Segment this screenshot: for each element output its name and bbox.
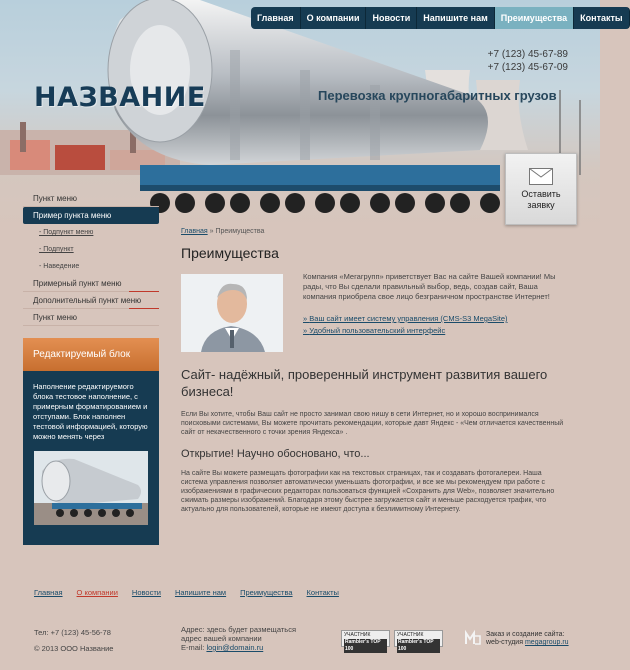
footer-contacts [34, 625, 113, 657]
counter-2-top: УЧАСТНИК [397, 632, 424, 638]
footer-nav-write-us[interactable]: Напишите нам [174, 588, 227, 597]
cms-link[interactable]: » Ваш сайт имеет систему управления (CMS-S3 MegaSite) [303, 314, 508, 323]
editable-block [23, 338, 159, 545]
order-button-line2: заявку [527, 200, 555, 210]
sidebar-subitem-2[interactable]: - Подпункт [39, 246, 74, 253]
breadcrumb-home[interactable]: Главная [181, 228, 208, 235]
nav-home[interactable]: Главная [251, 7, 301, 29]
footer-made-by [486, 631, 569, 647]
megagroup-link[interactable]: megagroup.ru [524, 639, 569, 646]
footer-email-link[interactable]: login@domain.ru [206, 643, 264, 652]
header-phones [480, 48, 568, 74]
sidebar-item-3[interactable] [23, 275, 159, 292]
sidebar-item-3-label: Примерный пункт меню [33, 279, 122, 288]
footer-phone: Тел: +7 (123) 45-56-78 [34, 628, 111, 637]
nav-advantages[interactable]: Преимущества [495, 7, 574, 29]
counter-1-top: УЧАСТНИК [344, 632, 371, 638]
counter-1-brand: Rambler's TOP 100 [344, 639, 387, 653]
sidebar-menu [23, 190, 159, 326]
sidebar-subitem-1[interactable]: - Подпункт меню [39, 229, 94, 236]
sidebar-item-1[interactable]: Пункт меню [23, 190, 159, 207]
nav-write-us[interactable]: Напишите нам [417, 7, 495, 29]
footer-copyright: © 2013 ООО Название [34, 644, 114, 653]
made-by-line2: web-студия [486, 639, 524, 646]
nav-about[interactable]: О компании [301, 7, 367, 29]
paragraph-2: На сайте Вы можете размещать фотографии как на текстовых страницах, так и создавать фотогалереи. Наша система управления позволяет автоматически уменьшать фотографии, и все же мы рекомендуем при работе с изображениями в графических редакторах пользоваться функцией «Сохранить для Web», позволяет значительно сжимать размеры изображений. Благодаря этому быстрее загружается сайт и меньше расходуется трафик, что актуально для пользователей, которые не имеют доступа к безлимитному Интернету. [181, 470, 555, 513]
rambler-counter-1[interactable] [341, 630, 390, 652]
sidebar-item-4[interactable] [23, 292, 159, 309]
sidebar-subitem-3[interactable]: - Наведение [39, 263, 80, 270]
sidebar-item-4-label: Дополнительный пункт меню [33, 296, 142, 305]
megagroup-logo-icon [465, 630, 481, 646]
footer-nav [34, 588, 339, 597]
top-nav [251, 7, 630, 29]
phone-1: +7 (123) 45-67-89 [487, 49, 568, 60]
site-tagline: Перевозка крупногабаритных грузов [318, 88, 557, 103]
footer-address [181, 625, 296, 652]
envelope-icon [529, 168, 553, 185]
footer-nav-contacts[interactable]: Контакты [306, 588, 339, 597]
footer-email-label: E-mail: [181, 643, 205, 652]
interface-link-label: Удобный пользовательский интерфейс [309, 326, 446, 335]
rambler-counter-2[interactable] [394, 630, 443, 652]
sidebar-item-5[interactable]: Пункт меню [23, 309, 159, 326]
breadcrumb [181, 228, 566, 235]
footer-nav-news[interactable]: Новости [131, 588, 161, 597]
page-title: Преимущества [181, 245, 279, 261]
section-heading: Сайт- надёжный, проверенный инструмент развития вашего бизнеса! [181, 367, 548, 399]
cms-link-label: Ваш сайт имеет систему управления (CMS-S3 MegaSite) [309, 314, 508, 323]
made-by-line2-row [486, 639, 569, 647]
intro-text: Компания «Мегагрупп» приветствует Вас на сайте Вашей компании! Мы рады, что Вы сделали правильный выбор, ведь, создав сайт, Ваша компания приобрела свое лицо безграничном пространстве Интернет! [303, 272, 556, 301]
order-button-line1: Оставить [521, 189, 561, 199]
footer-nav-home[interactable]: Главная [34, 588, 63, 597]
footer-address-line2: адрес вашей компании [181, 634, 262, 643]
counter-2-brand: Rambler's TOP 100 [397, 639, 440, 653]
footer-address-line1: Адрес: здесь будет размещаться [181, 625, 297, 634]
nav-news[interactable]: Новости [366, 7, 417, 29]
paragraph-1: Если Вы хотите, чтобы Ваш сайт не просто занимал свою нишу в сети Интернет, но и хорошо воспринимался поисковыми системами, Вы можете прочитать рекомендации, которые давт Яндекс - «Чем отличается качественный сайт от некачественного с точки зрения Яндекса» . [181, 411, 564, 436]
phone-2: +7 (123) 45-67-09 [487, 62, 568, 73]
cargo-photo [34, 451, 148, 525]
editable-block-title: Редактируемый блок [23, 338, 159, 371]
site-logo[interactable]: НАЗВАНИЕ [34, 82, 206, 113]
interface-link[interactable]: » Удобный пользовательский интерфейс [303, 326, 446, 335]
subheading: Открытие! Научно обосновано, что... [181, 448, 370, 460]
feature-links [303, 313, 568, 337]
order-request-button[interactable] [505, 153, 577, 225]
nav-contacts[interactable]: Контакты [574, 7, 629, 29]
sidebar-item-2[interactable]: Пример пункта меню [23, 207, 159, 224]
breadcrumb-current: Преимущества [215, 228, 265, 235]
footer-email-row [181, 643, 296, 652]
businessman-photo [181, 274, 283, 352]
editable-block-text: Наполнение редактируемого блока тестовое наполнение, с примерным форматированием и отступами. Блок наполнен тестовой информацией, которую можно менять через [33, 382, 148, 441]
made-by-line1: Заказ и создание сайта: [486, 631, 565, 638]
footer-nav-advantages[interactable]: Преимущества [240, 588, 293, 597]
footer-nav-about[interactable]: О компании [76, 588, 118, 597]
main-content [181, 228, 566, 513]
breadcrumb-separator: » [209, 228, 214, 235]
